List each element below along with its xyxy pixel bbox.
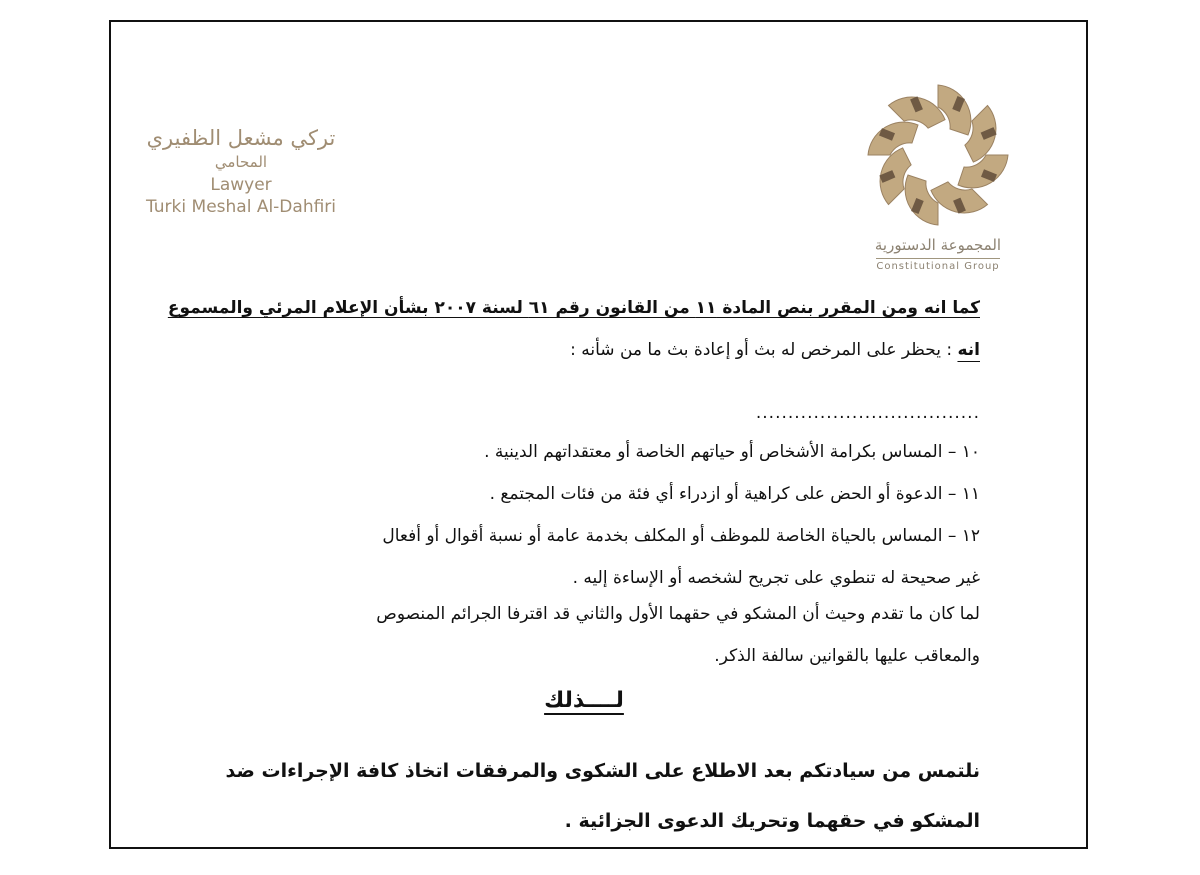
list-item-11: ١١ – الدعوة أو الحض على كراهية أو ازدراء أي فئة من فئات المجتمع . [489, 484, 980, 504]
intro-text: : يحظر على المرخص له بث أو إعادة بث ما من شأنه : [570, 340, 953, 360]
list-item-12-line2: غير صحيحة له تنطوي على تجريح لشخصه أو الإساءة إليه . [572, 568, 980, 588]
conclusion-line1: لما كان ما تقدم وحيث أن المشكو في حقهما الأول والثاني قد اقترفا الجرائم المنصوص [376, 604, 980, 624]
list-item-10: ١٠ – المساس بكرامة الأشخاص أو حياتهم الخاصة أو معتقداتهم الدينية . [484, 442, 980, 462]
therefore-heading: لــــذلك [544, 688, 624, 713]
conclusion-line2: والمعاقب عليها بالقوانين سالفة الذكر. [714, 646, 980, 666]
constitutional-group-logo [858, 80, 1018, 274]
ellipsis-line: ................................... [755, 403, 980, 423]
lawyer-name-arabic: تركي مشعل الظفيري [146, 126, 336, 150]
request-line2: المشكو في حقهما وتحريك الدعوى الجزائية . [564, 810, 980, 832]
lawyer-title-arabic: المحامي [214, 153, 268, 171]
list-item-12-line1: ١٢ – المساس بالحياة الخاصة للموظف أو المكلف بخدمة عامة أو نسبة أقوال أو أفعال [382, 526, 980, 546]
lawyer-name-english: Turki Meshal Al-Dahfiri [145, 197, 337, 217]
lawyer-title-english: Lawyer [210, 175, 272, 195]
request-line1: نلتمس من سيادتكم بعد الاطلاع على الشكوى والمرفقات اتخاذ كافة الإجراءات ضد [225, 760, 980, 782]
logo-name-arabic: المجموعة الدستورية [874, 236, 1002, 254]
legal-reference-heading: كما انه ومن المقرر بنص المادة ١١ من القانون رقم ٦١ لسنة ٢٠٠٧ بشأن الإعلام المرئي والمسموع [167, 298, 980, 318]
intro-line [184, 340, 980, 360]
constitutional-group-logo-icon [863, 80, 1013, 230]
lawyer-letterhead [136, 124, 346, 218]
logo-name-english: Constitutional Group [876, 258, 999, 274]
intro-label: انه [957, 340, 980, 360]
